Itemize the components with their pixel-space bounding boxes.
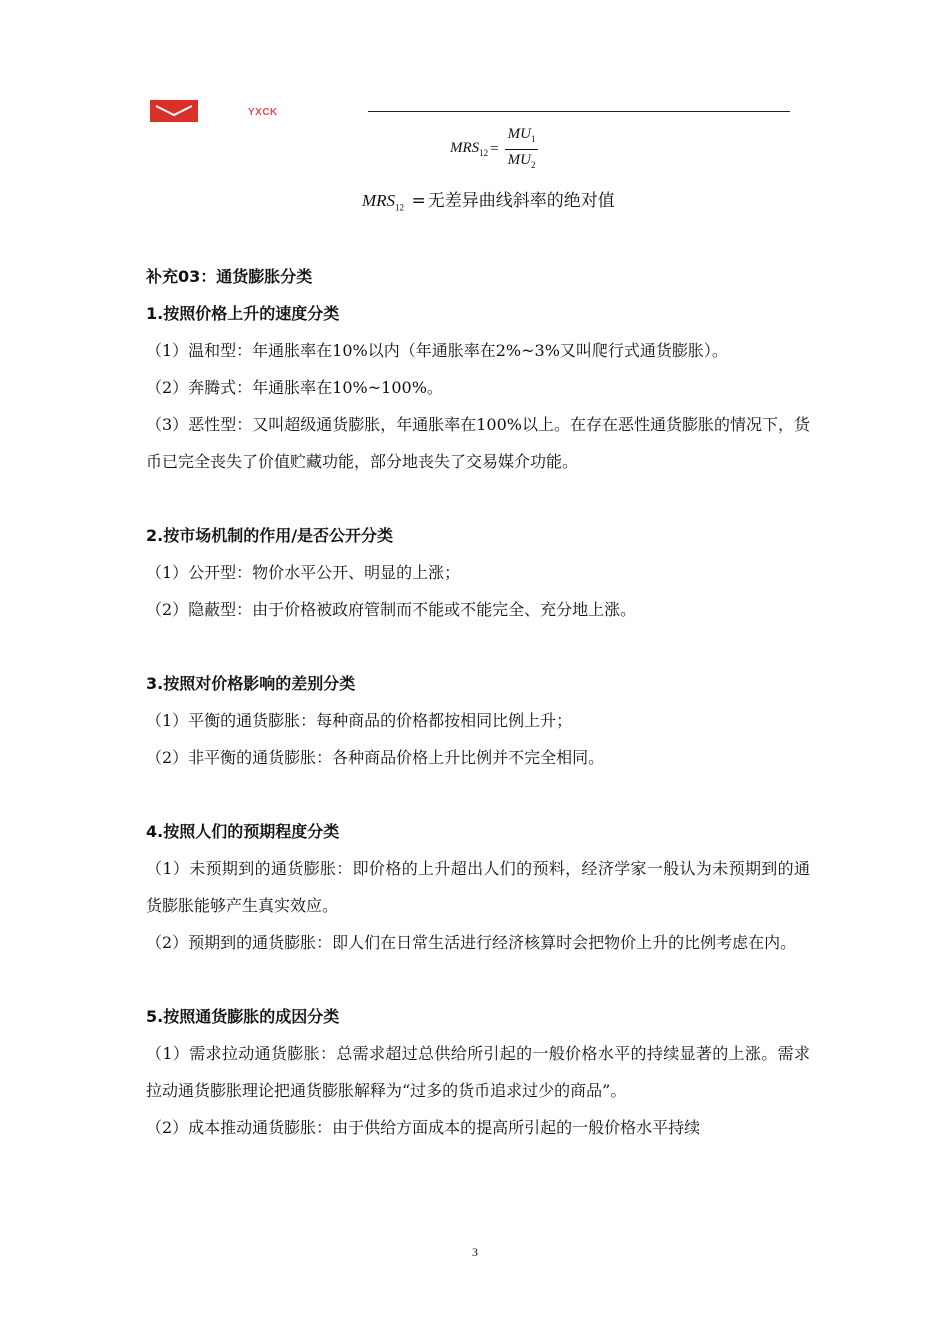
paragraph: （2）隐蔽型：由于价格被政府管制而不能或不能完全、充分地上涨。 [146,600,637,619]
mrs-variable: $MRS_{12}$ [450,140,489,158]
mrs-slope-formula [362,186,615,212]
spacer [146,628,810,665]
header-rule [368,111,790,112]
equals-sign: = [490,140,499,157]
section-heading: 4.按照人们的预期程度分类 [146,822,340,841]
paragraph: （3）恶性型：又叫超级通货膨胀，年通胀率在100%以上。在存在恶性通货膨胀的情况下，货币已完全丧失了价值贮藏功能，部分地丧失了交易媒介功能。 [146,415,810,471]
section-heading: 2.按市场机制的作用/是否公开分类 [146,526,394,545]
equals-sign: = [411,191,426,211]
mrs-formula [450,126,538,172]
paragraph: （2）成本推动通货膨胀：由于供给方面成本的提高所引起的一般价格水平持续 [146,1118,701,1137]
slope-description: 无差异曲线斜率的绝对值 [427,191,615,211]
paragraph: （2）非平衡的通货膨胀：各种商品价格上升比例并不完全相同。 [146,748,605,767]
paragraph: （2）奔腾式：年通胀率在10%~100%。 [146,378,443,397]
paragraph: （2）预期到的通货膨胀：即人们在日常生活进行经济核算时会把物价上升的比例考虑在内。 [146,933,797,952]
spacer [146,776,810,813]
paragraph: （1）需求拉动通货膨胀：总需求超过总供给所引起的一般价格水平的持续显著的上涨。需求拉动通货膨胀理论把通货膨胀解释为“过多的货币追求过少的商品”。 [146,1044,810,1100]
section-heading: 1.按照价格上升的速度分类 [146,304,340,323]
spacer [146,480,810,517]
mu-fraction [505,125,539,174]
logo-text: YXCK [248,107,278,118]
section-heading: 5.按照通货膨胀的成因分类 [146,1007,340,1026]
paragraph: （1）平衡的通货膨胀：每种商品的价格都按相同比例上升； [146,711,573,730]
spacer [146,961,810,998]
page-title: 补充03：通货膨胀分类 [146,267,313,286]
page-number: 3 [472,1245,478,1259]
mrs-variable: $MRS_{12}$ [362,191,405,213]
paragraph: （1）未预期到的通货膨胀：即价格的上升超出人们的预料，经济学家一般认为未预期到的通货膨胀能够产生真实效应。 [146,859,810,915]
fraction-numerator: $MU_1$ [505,125,539,150]
paragraph: （1）温和型：年通胀率在10%以内（年通胀率在2%~3%又叫爬行式通货膨胀）。 [146,341,728,360]
section-heading: 3.按照对价格影响的差别分类 [146,674,356,693]
paragraph: （1）公开型：物价水平公开、明显的上涨； [146,563,461,582]
logo-mark-icon [150,100,198,122]
document-body [146,258,810,1146]
fraction-denominator: $MU_2$ [507,151,536,170]
